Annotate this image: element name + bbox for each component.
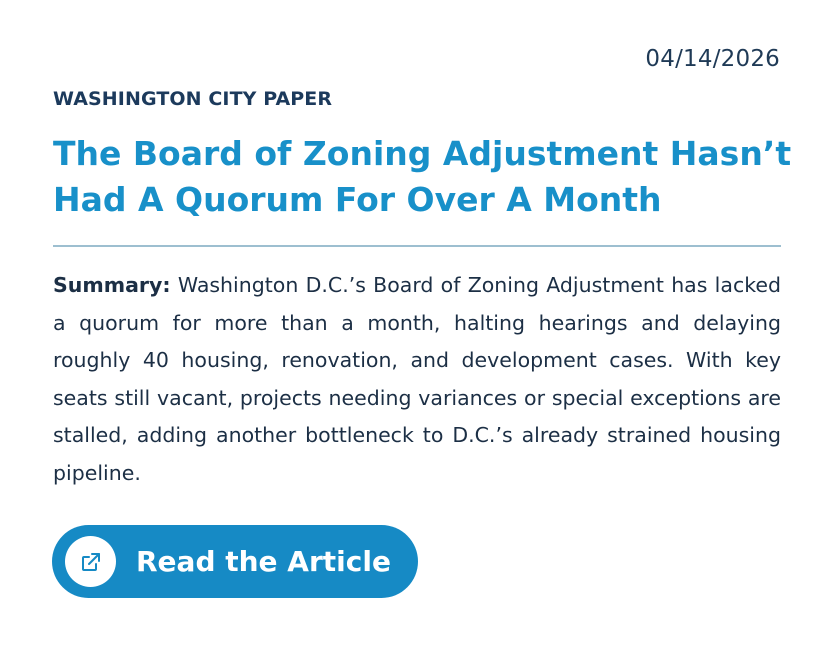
read-article-button[interactable]	[52, 525, 418, 598]
article-headline: The Board of Zoning Adjustment Hasn’t Had A Quorum For Over A Month	[53, 134, 792, 219]
summary-label: Summary:	[53, 273, 171, 297]
article-date: 04/14/2026	[645, 46, 780, 72]
divider	[53, 245, 781, 247]
summary-text: Washington D.C.’s Board of Zoning Adjustment has lacked a quorum for more than a month, halting hearings and delaying roughly 40 housing, renovation, and development cases. With key seats still vacant, projects needing variances or special exceptions are stalled, adding another bottleneck to D.C.’s already strained housing pipeline.	[53, 273, 781, 485]
article-summary	[53, 267, 781, 492]
publication-name: WASHINGTON CITY PAPER	[53, 88, 333, 110]
external-link-icon	[65, 536, 116, 587]
read-article-label: Read the Article	[136, 545, 391, 578]
